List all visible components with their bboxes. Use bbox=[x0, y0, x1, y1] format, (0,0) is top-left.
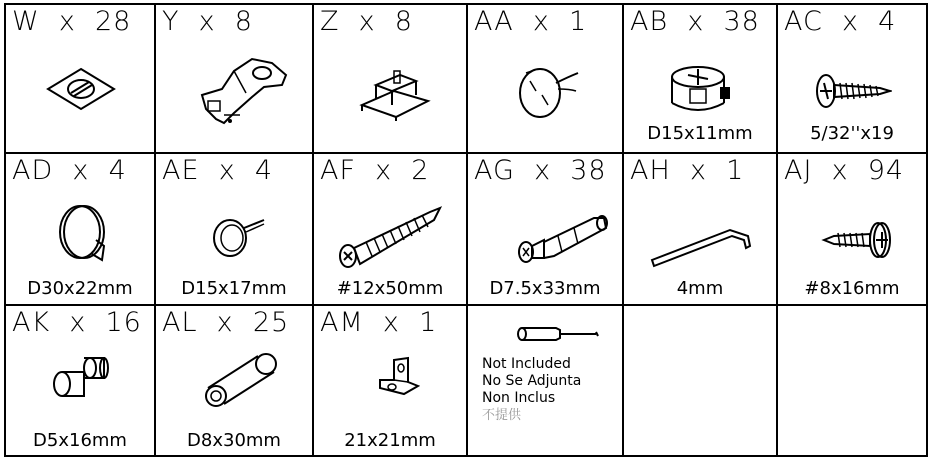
part-label: AJ x 94 bbox=[784, 155, 905, 186]
empty-cell bbox=[778, 306, 926, 455]
part-cell-ab bbox=[624, 5, 776, 152]
cam-lock-icon bbox=[664, 61, 734, 119]
part-label: AK x 16 bbox=[12, 307, 142, 338]
wire-ring-icon bbox=[512, 63, 582, 121]
part-cell-ac bbox=[778, 5, 926, 152]
wood-dowel-icon bbox=[200, 350, 280, 410]
part-cell-af bbox=[314, 154, 466, 304]
part-label: AL x 25 bbox=[162, 307, 290, 338]
part-label: AM x 1 bbox=[320, 307, 438, 338]
part-label: AE x 4 bbox=[162, 155, 274, 186]
part-label: AH x 1 bbox=[630, 155, 745, 186]
part-cell-ae bbox=[156, 154, 312, 304]
part-cell-y bbox=[156, 5, 312, 152]
part-size: 5/32''x19 bbox=[810, 123, 894, 144]
part-label: W x 28 bbox=[12, 6, 132, 37]
shelf-pin-icon bbox=[50, 352, 110, 402]
part-cell-ad bbox=[6, 154, 154, 304]
part-label: AF x 2 bbox=[320, 155, 430, 186]
cam-bolt-icon bbox=[514, 208, 614, 268]
part-label: AD x 4 bbox=[12, 155, 127, 186]
knob-icon bbox=[56, 202, 108, 268]
screwdriver-icon bbox=[516, 324, 600, 344]
part-size: #8x16mm bbox=[804, 278, 900, 299]
part-cell-z bbox=[314, 5, 466, 152]
screw-cap-icon bbox=[46, 67, 116, 112]
part-label: AG x 38 bbox=[474, 155, 607, 186]
part-size: D15x11mm bbox=[647, 123, 753, 144]
note-line-en: Not Included bbox=[482, 356, 571, 372]
part-cell-ah bbox=[624, 154, 776, 304]
part-size: #12x50mm bbox=[336, 278, 444, 299]
part-cell-am bbox=[314, 306, 466, 455]
part-cell-aa bbox=[468, 5, 622, 152]
part-size: D8x30mm bbox=[187, 430, 281, 451]
part-cell-w bbox=[6, 5, 154, 152]
not-included-note bbox=[482, 356, 581, 424]
part-cell-al bbox=[156, 306, 312, 455]
note-line-es: No Se Adjunta bbox=[482, 373, 582, 389]
empty-cell bbox=[624, 306, 776, 455]
furniture-glide-icon bbox=[208, 214, 268, 260]
part-size: 4mm bbox=[676, 278, 724, 299]
part-label: AC x 4 bbox=[784, 6, 897, 37]
part-size: D15x17mm bbox=[181, 278, 287, 299]
part-size: D30x22mm bbox=[27, 278, 133, 299]
note-line-fr: Non Inclus bbox=[482, 390, 556, 406]
part-label: Y x 8 bbox=[162, 6, 253, 37]
hex-key-icon bbox=[648, 220, 754, 270]
tool-note-cell bbox=[468, 306, 622, 455]
part-size: D5x16mm bbox=[33, 430, 127, 451]
part-label: Z x 8 bbox=[320, 6, 413, 37]
note-line-zh: 不提供 bbox=[482, 408, 522, 423]
part-size: D7.5x33mm bbox=[489, 278, 601, 299]
l-bracket-icon bbox=[376, 356, 420, 400]
part-label: AB x 38 bbox=[630, 6, 760, 37]
part-cell-ag bbox=[468, 154, 622, 304]
part-cell-aj bbox=[778, 154, 926, 304]
bracket-block-icon bbox=[354, 61, 434, 121]
hinge-icon bbox=[194, 53, 294, 128]
parts-grid bbox=[4, 3, 928, 457]
pan-screw-icon bbox=[814, 71, 892, 113]
washer-head-screw-icon bbox=[820, 220, 894, 260]
part-label: AA x 1 bbox=[474, 6, 588, 37]
confirmat-screw-icon bbox=[334, 202, 444, 272]
part-size: 21x21mm bbox=[344, 430, 436, 451]
part-cell-ak bbox=[6, 306, 154, 455]
